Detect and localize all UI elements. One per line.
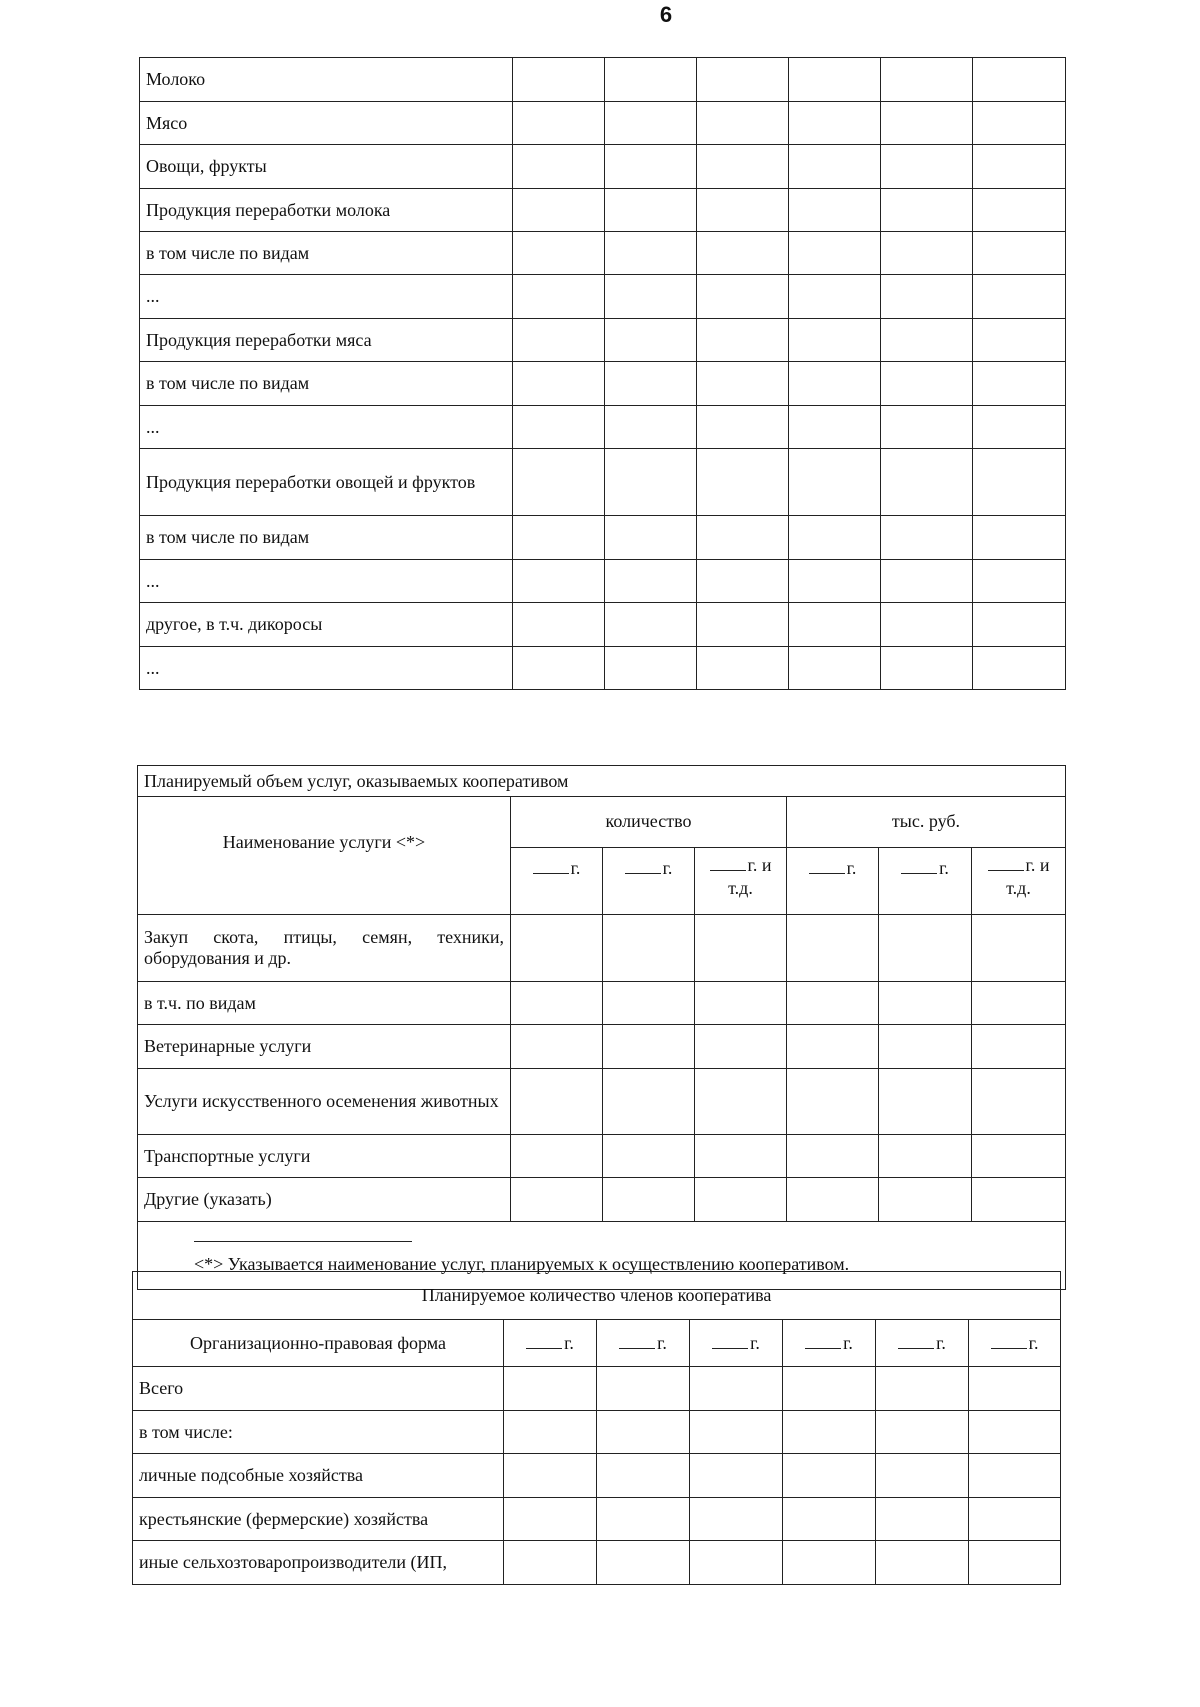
input-cell[interactable] (597, 1541, 690, 1585)
product-row (140, 102, 1066, 145)
input-cell[interactable] (605, 102, 697, 145)
product-row (140, 516, 1066, 560)
input-cell[interactable] (969, 1411, 1061, 1454)
input-cell[interactable] (597, 1367, 690, 1411)
input-cell[interactable] (881, 603, 973, 647)
input-cell[interactable] (605, 232, 697, 275)
member-row-label: личные подсобные хозяйства (133, 1454, 504, 1498)
input-cell[interactable] (513, 58, 605, 102)
product-row (140, 275, 1066, 319)
year-blank (901, 859, 937, 874)
input-cell[interactable] (789, 406, 881, 449)
input-cell[interactable] (597, 1498, 690, 1541)
input-cell[interactable] (504, 1454, 597, 1498)
input-cell[interactable] (789, 319, 881, 362)
input-cell[interactable] (973, 406, 1066, 449)
input-cell[interactable] (881, 516, 973, 560)
year-blank (710, 856, 746, 871)
input-cell[interactable] (603, 982, 695, 1025)
input-cell[interactable] (881, 145, 973, 189)
input-cell[interactable] (787, 1135, 879, 1178)
year-blank (533, 859, 569, 874)
input-cell[interactable] (603, 1178, 695, 1222)
input-cell[interactable] (876, 1454, 969, 1498)
input-cell[interactable] (876, 1367, 969, 1411)
input-cell[interactable] (697, 560, 789, 603)
year-blank (991, 1334, 1027, 1349)
input-cell[interactable] (605, 58, 697, 102)
input-cell[interactable] (972, 1025, 1066, 1069)
input-cell[interactable] (783, 1454, 876, 1498)
input-cell[interactable] (513, 560, 605, 603)
product-row-label: ... (140, 406, 513, 449)
input-cell[interactable] (603, 1025, 695, 1069)
input-cell[interactable] (789, 275, 881, 319)
input-cell[interactable] (787, 1069, 879, 1135)
footnote-separator (194, 1241, 412, 1242)
input-cell[interactable] (697, 189, 789, 232)
input-cell[interactable] (513, 232, 605, 275)
services-section-title: Планируемый объем услуг, оказываемых кооперативом (138, 766, 1066, 797)
input-cell[interactable] (969, 1498, 1061, 1541)
input-cell[interactable] (972, 915, 1066, 982)
thousand-rub-header: тыс. руб. (787, 797, 1066, 848)
input-cell[interactable] (876, 1541, 969, 1585)
members-year-header: г. (597, 1320, 690, 1367)
input-cell[interactable] (881, 406, 973, 449)
input-cell[interactable] (697, 449, 789, 516)
year-blank (619, 1334, 655, 1349)
input-cell[interactable] (697, 232, 789, 275)
input-cell[interactable] (881, 647, 973, 690)
year-blank (625, 859, 661, 874)
members-year-header: г. (969, 1320, 1061, 1367)
year-blank (898, 1334, 934, 1349)
service-row (138, 915, 1066, 982)
year-header-quantity-2: г. (603, 848, 695, 915)
input-cell[interactable] (513, 406, 605, 449)
input-cell[interactable] (605, 516, 697, 560)
page-number: 6 (659, 2, 673, 27)
input-cell[interactable] (697, 58, 789, 102)
input-cell[interactable] (605, 362, 697, 406)
input-cell[interactable] (697, 362, 789, 406)
legal-form-header: Организационно-правовая форма (133, 1320, 504, 1367)
input-cell[interactable] (789, 647, 881, 690)
input-cell[interactable] (881, 58, 973, 102)
product-row (140, 560, 1066, 603)
input-cell[interactable] (513, 145, 605, 189)
input-cell[interactable] (690, 1498, 783, 1541)
input-cell[interactable] (605, 449, 697, 516)
input-cell[interactable] (511, 1135, 603, 1178)
input-cell[interactable] (973, 319, 1066, 362)
input-cell[interactable] (513, 189, 605, 232)
product-row-label: Продукция переработки овощей и фруктов (140, 449, 513, 516)
year-blank (809, 859, 845, 874)
input-cell[interactable] (972, 982, 1066, 1025)
member-row-label: Всего (133, 1367, 504, 1411)
input-cell[interactable] (973, 560, 1066, 603)
product-row-label: в том числе по видам (140, 516, 513, 560)
year-blank (712, 1334, 748, 1349)
product-row-label: Продукция переработки мяса (140, 319, 513, 362)
input-cell[interactable] (605, 406, 697, 449)
input-cell[interactable] (972, 1178, 1066, 1222)
input-cell[interactable] (513, 275, 605, 319)
product-row-label: другое, в т.ч. дикоросы (140, 603, 513, 647)
input-cell[interactable] (697, 275, 789, 319)
input-cell[interactable] (973, 449, 1066, 516)
products-table (139, 57, 1066, 690)
input-cell[interactable] (513, 319, 605, 362)
input-cell[interactable] (513, 603, 605, 647)
input-cell[interactable] (881, 449, 973, 516)
input-cell[interactable] (881, 102, 973, 145)
input-cell[interactable] (783, 1411, 876, 1454)
input-cell[interactable] (787, 982, 879, 1025)
product-row-label: ... (140, 647, 513, 690)
input-cell[interactable] (969, 1367, 1061, 1411)
service-row-label: в т.ч. по видам (138, 982, 511, 1025)
service-row-label: Ветеринарные услуги (138, 1025, 511, 1069)
input-cell[interactable] (783, 1541, 876, 1585)
input-cell[interactable] (513, 516, 605, 560)
input-cell[interactable] (697, 319, 789, 362)
member-row (133, 1367, 1061, 1411)
input-cell[interactable] (876, 1498, 969, 1541)
product-row (140, 406, 1066, 449)
product-row (140, 232, 1066, 275)
input-cell[interactable] (972, 1069, 1066, 1135)
input-cell[interactable] (881, 232, 973, 275)
input-cell[interactable] (881, 362, 973, 406)
input-cell[interactable] (879, 1025, 972, 1069)
input-cell[interactable] (783, 1498, 876, 1541)
input-cell[interactable] (973, 232, 1066, 275)
input-cell[interactable] (973, 58, 1066, 102)
input-cell[interactable] (697, 102, 789, 145)
input-cell[interactable] (881, 189, 973, 232)
product-row-label: Продукция переработки молока (140, 189, 513, 232)
service-row-label: Закуп скота, птицы, семян, техники, оборудования и др. (138, 915, 511, 982)
input-cell[interactable] (973, 102, 1066, 145)
input-cell[interactable] (879, 982, 972, 1025)
input-cell[interactable] (973, 516, 1066, 560)
product-row (140, 189, 1066, 232)
product-row-label: Мясо (140, 102, 513, 145)
year-header-rub-1: г. (787, 848, 879, 915)
input-cell[interactable] (789, 516, 881, 560)
input-cell[interactable] (879, 1135, 972, 1178)
input-cell[interactable] (695, 1178, 787, 1222)
product-row-label: Овощи, фрукты (140, 145, 513, 189)
input-cell[interactable] (879, 1069, 972, 1135)
input-cell[interactable] (511, 915, 603, 982)
input-cell[interactable] (697, 406, 789, 449)
input-cell[interactable] (881, 319, 973, 362)
input-cell[interactable] (504, 1498, 597, 1541)
input-cell[interactable] (690, 1541, 783, 1585)
members-table (132, 1271, 1061, 1585)
input-cell[interactable] (789, 449, 881, 516)
product-row-label: в том числе по видам (140, 362, 513, 406)
service-row (138, 1025, 1066, 1069)
members-section-title: Планируемое количество членов кооператива (133, 1272, 1061, 1320)
input-cell[interactable] (697, 145, 789, 189)
input-cell[interactable] (973, 603, 1066, 647)
services-table (137, 765, 1066, 1290)
input-cell[interactable] (969, 1454, 1061, 1498)
input-cell[interactable] (695, 1025, 787, 1069)
service-row-label: Другие (указать) (138, 1178, 511, 1222)
input-cell[interactable] (881, 560, 973, 603)
year-blank (526, 1334, 562, 1349)
input-cell[interactable] (973, 145, 1066, 189)
input-cell[interactable] (787, 1178, 879, 1222)
input-cell[interactable] (695, 1135, 787, 1178)
input-cell[interactable] (881, 275, 973, 319)
member-row (133, 1454, 1061, 1498)
input-cell[interactable] (603, 915, 695, 982)
input-cell[interactable] (973, 647, 1066, 690)
product-row (140, 319, 1066, 362)
input-cell[interactable] (789, 232, 881, 275)
input-cell[interactable] (511, 1178, 603, 1222)
members-year-header: г. (690, 1320, 783, 1367)
input-cell[interactable] (789, 560, 881, 603)
product-row (140, 58, 1066, 102)
input-cell[interactable] (513, 362, 605, 406)
input-cell[interactable] (690, 1411, 783, 1454)
input-cell[interactable] (695, 1069, 787, 1135)
member-row-label: в том числе: (133, 1411, 504, 1454)
input-cell[interactable] (695, 915, 787, 982)
input-cell[interactable] (513, 647, 605, 690)
member-row (133, 1541, 1061, 1585)
product-row (140, 603, 1066, 647)
input-cell[interactable] (973, 189, 1066, 232)
input-cell[interactable] (605, 145, 697, 189)
input-cell[interactable] (605, 560, 697, 603)
input-cell[interactable] (789, 145, 881, 189)
input-cell[interactable] (597, 1454, 690, 1498)
product-row (140, 647, 1066, 690)
service-row (138, 1135, 1066, 1178)
member-row-label: крестьянские (фермерские) хозяйства (133, 1498, 504, 1541)
input-cell[interactable] (969, 1541, 1061, 1585)
product-row-label: ... (140, 275, 513, 319)
input-cell[interactable] (605, 275, 697, 319)
product-row-label: Молоко (140, 58, 513, 102)
year-header-quantity-etc: г. и т.д. (695, 848, 787, 915)
quantity-header: количество (511, 797, 787, 848)
input-cell[interactable] (972, 1135, 1066, 1178)
input-cell[interactable] (789, 603, 881, 647)
input-cell[interactable] (511, 1069, 603, 1135)
input-cell[interactable] (511, 982, 603, 1025)
input-cell[interactable] (690, 1367, 783, 1411)
input-cell[interactable] (697, 516, 789, 560)
service-name-header: Наименование услуги <*> (138, 797, 511, 915)
service-row-label: Услуги искусственного осеменения животных (138, 1069, 511, 1135)
input-cell[interactable] (787, 915, 879, 982)
year-blank (988, 856, 1024, 871)
input-cell[interactable] (695, 982, 787, 1025)
year-blank (805, 1334, 841, 1349)
input-cell[interactable] (511, 1025, 603, 1069)
input-cell[interactable] (605, 319, 697, 362)
product-row (140, 362, 1066, 406)
year-header-quantity-1: г. (511, 848, 603, 915)
input-cell[interactable] (879, 1178, 972, 1222)
input-cell[interactable] (605, 647, 697, 690)
members-year-header: г. (504, 1320, 597, 1367)
input-cell[interactable] (513, 102, 605, 145)
input-cell[interactable] (789, 102, 881, 145)
member-row (133, 1498, 1061, 1541)
input-cell[interactable] (697, 603, 789, 647)
members-year-header: г. (876, 1320, 969, 1367)
service-row (138, 1069, 1066, 1135)
service-row-label: Транспортные услуги (138, 1135, 511, 1178)
input-cell[interactable] (789, 58, 881, 102)
input-cell[interactable] (783, 1367, 876, 1411)
members-year-header: г. (783, 1320, 876, 1367)
input-cell[interactable] (605, 603, 697, 647)
input-cell[interactable] (789, 362, 881, 406)
input-cell[interactable] (597, 1411, 690, 1454)
input-cell[interactable] (973, 362, 1066, 406)
member-row-label: иные сельхозтоваропроизводители (ИП, (133, 1541, 504, 1585)
year-header-rub-2: г. (879, 848, 972, 915)
product-row (140, 145, 1066, 189)
input-cell[interactable] (690, 1454, 783, 1498)
input-cell[interactable] (973, 275, 1066, 319)
input-cell[interactable] (504, 1367, 597, 1411)
service-row (138, 982, 1066, 1025)
product-row (140, 449, 1066, 516)
input-cell[interactable] (605, 189, 697, 232)
input-cell[interactable] (504, 1541, 597, 1585)
input-cell[interactable] (787, 1025, 879, 1069)
product-row-label: в том числе по видам (140, 232, 513, 275)
input-cell[interactable] (879, 915, 972, 982)
footnote-text: <*> Указывается наименование услуг, планируемых к осуществлению кооперативом. (194, 1253, 850, 1274)
input-cell[interactable] (504, 1411, 597, 1454)
member-row (133, 1411, 1061, 1454)
input-cell[interactable] (697, 647, 789, 690)
product-row-label: ... (140, 560, 513, 603)
input-cell[interactable] (513, 449, 605, 516)
year-header-rub-etc: г. и т.д. (972, 848, 1066, 915)
input-cell[interactable] (603, 1135, 695, 1178)
input-cell[interactable] (603, 1069, 695, 1135)
input-cell[interactable] (789, 189, 881, 232)
input-cell[interactable] (876, 1411, 969, 1454)
service-row (138, 1178, 1066, 1222)
